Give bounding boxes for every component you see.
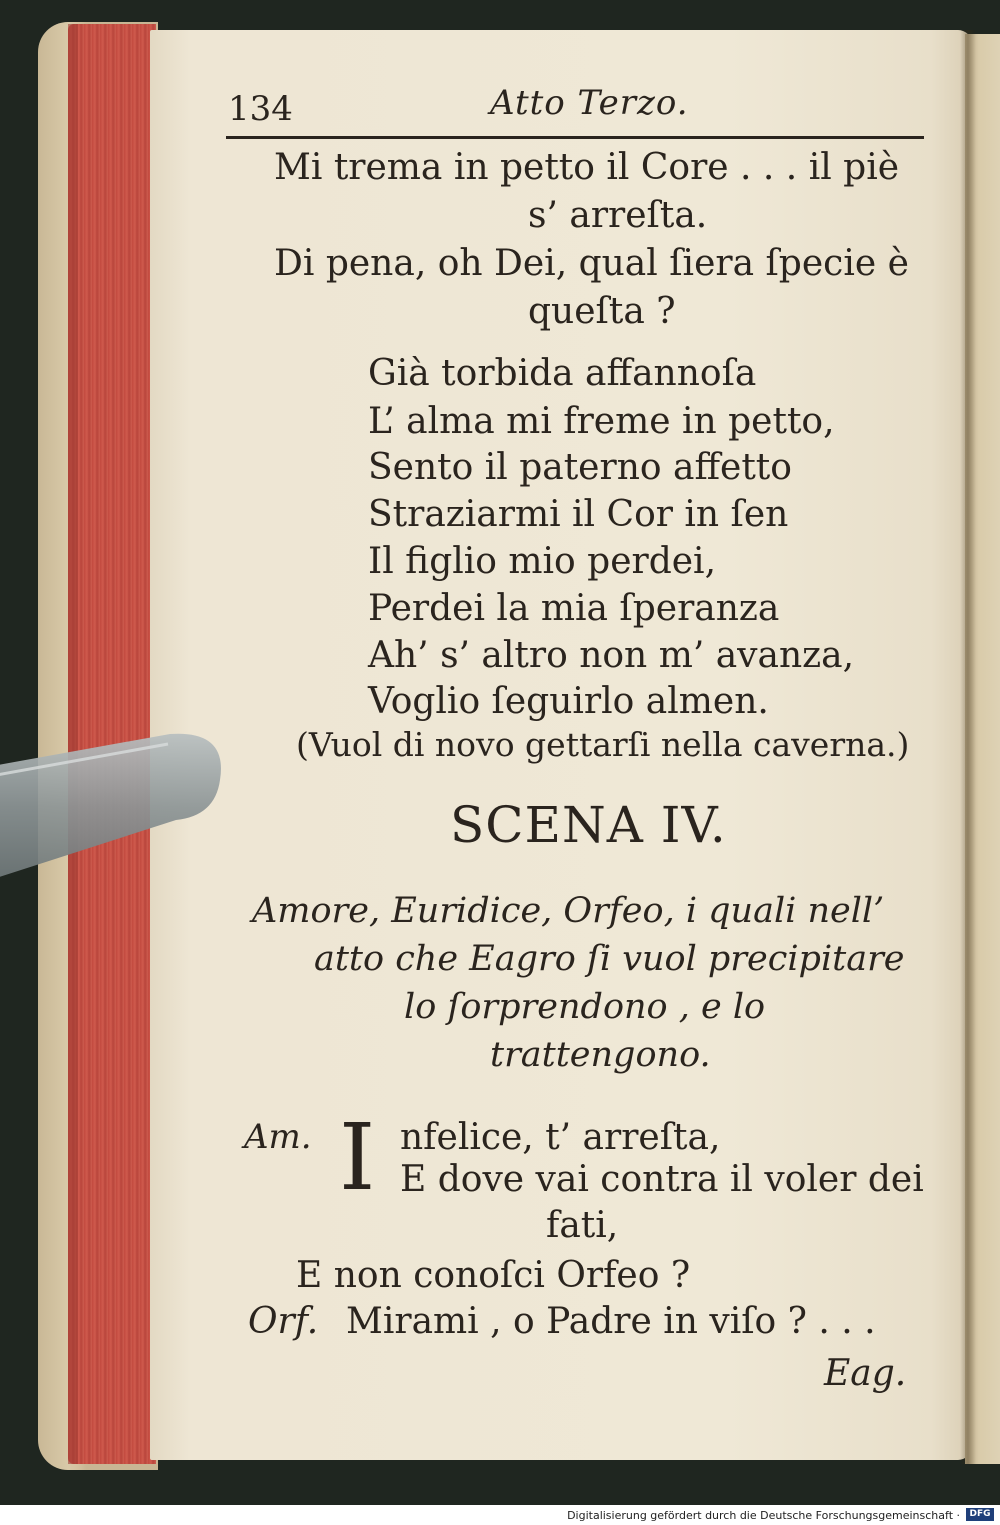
verse-line: Mi trema in petto il Core . . . il piè: [274, 147, 900, 188]
speaker-label: Am.: [244, 1117, 312, 1157]
dialogue-line: Mirami , o Padre in viſo ? . . .: [346, 1301, 876, 1342]
dfg-logo: DFG: [966, 1508, 994, 1521]
stage-direction: (Vuol di novo gettarſi nella caverna.): [296, 725, 910, 764]
verse-line: s’ arreſta.: [528, 195, 708, 236]
dialogue-line: E dove vai contra il voler dei: [400, 1159, 924, 1200]
scene-description-line: Amore, Euridice, Orfeo, i quali nell’: [252, 891, 885, 931]
verse-line: Di pena, oh Dei, qual ſiera ſpecie è: [274, 243, 909, 284]
verse-line: queſta ?: [528, 291, 676, 332]
dialogue-line: E non conoſci Orfeo ?: [296, 1255, 691, 1296]
aria-line: Ah’ s’ altro non m’ avanza,: [368, 635, 855, 676]
dialogue-line: fati,: [546, 1205, 619, 1246]
running-title: Atto Terzo.: [490, 83, 689, 123]
page-number: 134: [228, 89, 293, 129]
scene-description-line: atto che Eagro ſi vuol precipitare: [314, 939, 905, 979]
aria-line: Già torbida affannoſa: [368, 353, 757, 394]
catchword: Eag.: [824, 1353, 907, 1394]
drop-cap: I: [339, 1104, 376, 1211]
dialogue-line: nfelice, t’ arreſta,: [400, 1117, 721, 1158]
aria-line: Straziarmi il Cor in ſen: [368, 494, 789, 535]
footer-credit: Digitalisierung gefördert durch die Deutsche Forschungsgemeinschaft ·: [567, 1509, 960, 1522]
aria-line: Il figlio mio perdei,: [368, 541, 717, 582]
page-holder-blade: [0, 730, 230, 870]
scene-title: SCENA IV.: [450, 796, 727, 854]
aria-line: L’ alma mi freme in petto,: [368, 401, 835, 442]
scene-description-line: lo ſorprendono , e lo: [404, 987, 766, 1027]
aria-line: Voglio ſeguirlo almen.: [368, 681, 769, 722]
scene-description-line: trattengono.: [490, 1035, 711, 1075]
speaker-label: Orf.: [248, 1301, 319, 1342]
header-rule: [226, 136, 924, 139]
aria-line: Sento il paterno affetto: [368, 447, 792, 488]
footer-bar: [0, 1505, 1000, 1525]
aria-line: Perdei la mia ſperanza: [368, 588, 780, 629]
